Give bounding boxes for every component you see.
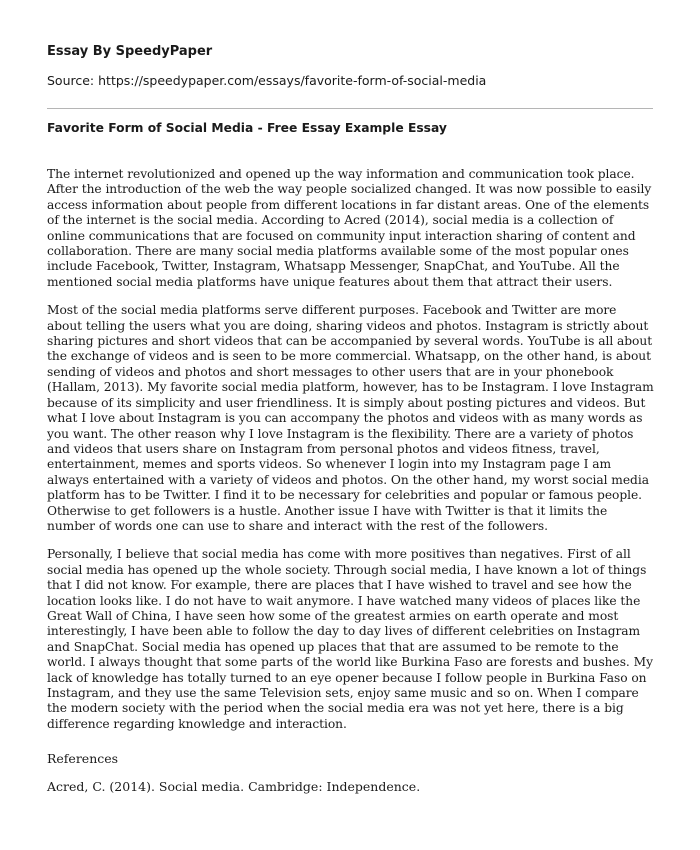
paragraph-2: Most of the social media platforms serve different purposes. Facebook and Twitter are more about telling the users what you are doing, sharing videos and photos. Instagram is strictly about sharing pictures and short videos that can be accompanied by several words. YouTube is all about the exchange of videos and is seen to be more commercial. Whatsapp, on the other hand, is about sending of videos and photos and short messages to other users that are in your phonebook (Hallam, 2013). My favorite social media platform, however, has to be Instagram. I love Instagram because of its simplicity and user friendliness. It is simply about posting pictures and videos. But what I love about Instagram is you can accompany the photos and videos with as many words as you want. The other reason why I love Instagram is the flexibility. There are a variety of photos and videos that users share on Instagram from personal photos and videos fitness, travel, entertainment, memes and sports videos. So whenever I login into my Instagram page I am always entertained with a variety of videos and photos. On the other hand, my worst social media platform has to be Twitter. I find it to be necessary for celebrities and popular or famous people. Otherwise to get followers is a hustle. Another issue I have with Twitter is that it limits the number of words one can use to share and interact with the rest of the followers. bbox=[47, 303, 654, 533]
essay-body bbox=[47, 167, 655, 745]
paragraph-1: The internet revolutionized and opened up the way information and communication took place. After the introduction of the web the way people socialized changed. It was now possible to easily access information about people from different locations in far distant areas. One of the elements of the internet is the social media. According to Acred (2014), social media is a collection of online communications that are focused on community input interaction sharing of content and collaboration. There are many social media platforms available some of the most popular ones include Facebook, Twitter, Instagram, Whatsapp Messenger, SnapChat, and YouTube. All the mentioned social media platforms have unique features about them that attract their users. bbox=[47, 167, 652, 289]
references-heading: References bbox=[47, 751, 119, 766]
paragraph-3: Personally, I believe that social media has come with more positives than negatives. First of all social media has opened up the whole society. Through social media, I have known a lot of things that I did not know. For example, there are places that I have wished to travel and see how the location looks like. I do not have to wait anymore. I have watched many videos of places like the Great Wall of China, I have seen how some of the greatest armies on earth operate and most interestingly, I have been able to follow the day to day lives of different celebrities on Instagram and SnapChat. Social media has opened up places that that are assumed to be remote to the world. I always thought that some parts of the world like Burkina Faso are forests and bushes. My lack of knowledge has totally turned to an eye opener because I follow people in Burkina Faso on Instagram, and they use the same Television sets, enjoy same music and so on. When I compare the modern society with the period when the social media era was not yet here, there is a big difference regarding knowledge and interaction. bbox=[47, 547, 653, 731]
essay-title: Favorite Form of Social Media - Free Essay Example Essay bbox=[47, 121, 447, 135]
document-header-title: Essay By SpeedyPaper bbox=[47, 44, 213, 59]
reference-item: Acred, C. (2014). Social media. Cambridge: Independence. bbox=[47, 779, 421, 794]
header-divider bbox=[47, 108, 653, 109]
source-line: Source: https://speedypaper.com/essays/favorite-form-of-social-media bbox=[47, 73, 487, 88]
